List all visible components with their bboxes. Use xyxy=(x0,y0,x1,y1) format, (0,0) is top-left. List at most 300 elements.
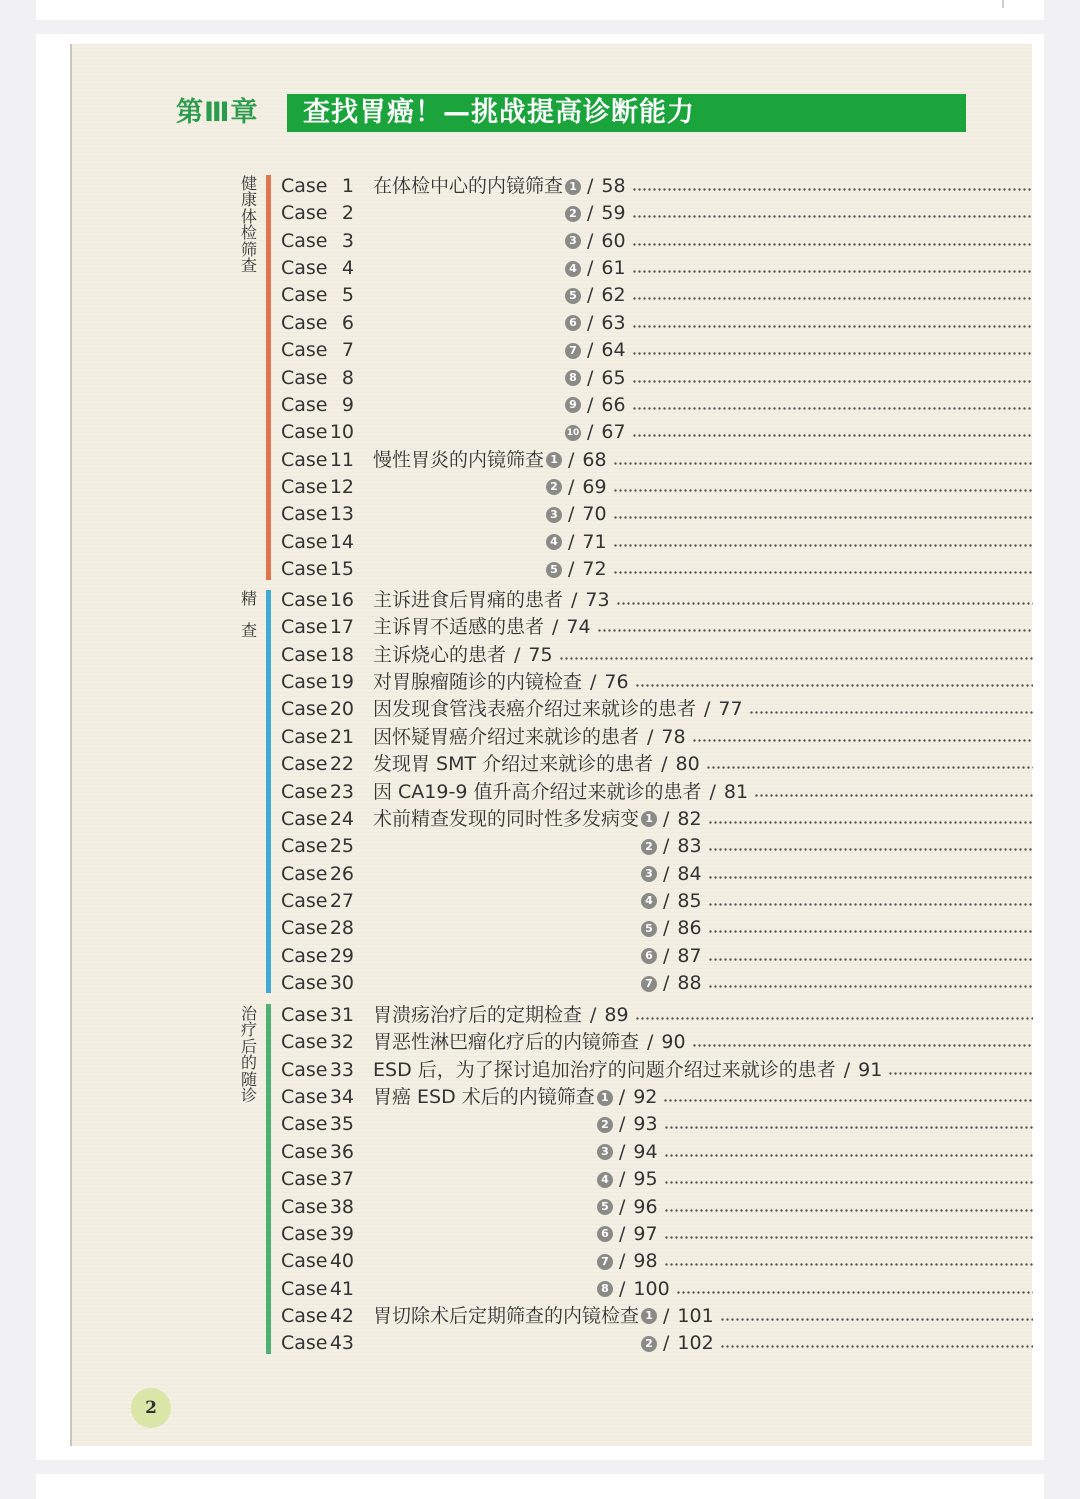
toc-entry[interactable] xyxy=(281,861,1033,888)
case-number: 22 xyxy=(329,753,354,776)
toc-entry-text xyxy=(373,669,1033,696)
toc-entry-text xyxy=(373,1166,1033,1193)
dot-leader xyxy=(708,943,1033,970)
separator-slash: / xyxy=(587,393,594,416)
case-label xyxy=(281,861,354,888)
case-word: Case xyxy=(281,421,328,444)
case-number: 35 xyxy=(329,1113,354,1136)
case-number: 4 xyxy=(341,257,354,280)
toc-entry-text xyxy=(373,365,1033,392)
case-word: Case xyxy=(281,780,328,803)
case-label xyxy=(281,200,354,227)
toc-entry[interactable] xyxy=(281,1084,1033,1111)
toc-entry-text xyxy=(373,915,1033,942)
toc-entry-text xyxy=(373,474,1033,501)
toc-entry-text xyxy=(373,806,1033,833)
section-label-health: 健康体检筛查 xyxy=(240,174,257,276)
case-label xyxy=(281,614,354,641)
dot-leader xyxy=(559,642,1033,669)
separator-slash: / xyxy=(552,616,559,639)
page-ref: 64 xyxy=(601,339,626,362)
toc-entry[interactable] xyxy=(281,779,1033,806)
case-word: Case xyxy=(281,1031,328,1054)
case-word: Case xyxy=(281,1304,328,1327)
separator-slash: / xyxy=(663,862,670,885)
dot-leader xyxy=(664,1139,1033,1166)
case-label xyxy=(281,1221,354,1248)
toc-entry[interactable] xyxy=(281,447,1033,474)
toc-entry[interactable] xyxy=(281,1194,1033,1221)
sub-number-circle: 4 xyxy=(565,261,581,277)
case-label xyxy=(281,642,354,669)
toc-entry-text xyxy=(373,1221,1033,1248)
dot-leader xyxy=(635,1002,1033,1029)
page-ref: 62 xyxy=(601,284,626,307)
case-word: Case xyxy=(281,1004,328,1026)
sub-number-circle: 5 xyxy=(546,562,562,578)
case-number: 28 xyxy=(329,917,354,940)
toc-entry-text xyxy=(373,447,1033,474)
toc-entry-text xyxy=(373,419,1033,446)
case-number: 8 xyxy=(341,366,354,389)
toc-entry[interactable] xyxy=(281,1057,1033,1084)
case-title: 因怀疑胃癌介绍过来就诊的患者 xyxy=(373,725,640,748)
case-word: Case xyxy=(281,889,328,912)
toc-entry-text xyxy=(373,833,1033,860)
toc-entry-text xyxy=(373,1248,1033,1275)
case-title: 主诉进食后胃痛的患者 xyxy=(373,589,564,611)
toc-entry-text xyxy=(373,943,1033,970)
toc-entry[interactable] xyxy=(281,1303,1033,1330)
sub-number-circle: 8 xyxy=(597,1281,613,1297)
section-bar-detail xyxy=(266,590,271,993)
sub-number-circle: 3 xyxy=(641,866,657,882)
separator-slash: / xyxy=(663,944,670,967)
case-word: Case xyxy=(281,1140,328,1163)
toc-entry-text xyxy=(373,724,1033,751)
case-number: 9 xyxy=(341,393,354,416)
toc-entry[interactable] xyxy=(281,310,1033,337)
page-ref: 70 xyxy=(582,503,607,526)
toc-entry[interactable] xyxy=(281,419,1033,446)
case-label xyxy=(281,943,354,970)
dot-leader xyxy=(597,614,1033,641)
page-ref: 75 xyxy=(528,643,553,666)
sub-number-circle: 10 xyxy=(565,425,581,441)
case-title: 胃溃疡治疗后的定期检查 xyxy=(373,1004,583,1026)
sub-number-circle: 2 xyxy=(641,1336,657,1352)
toc-entry-text xyxy=(373,501,1033,528)
dot-leader xyxy=(632,228,1033,255)
toc-entry[interactable] xyxy=(281,696,1033,723)
case-title: 胃癌 ESD 术后的内镜筛查 xyxy=(373,1086,595,1109)
dot-leader xyxy=(663,1084,1033,1111)
case-label xyxy=(281,474,354,501)
separator-slash: / xyxy=(587,366,594,389)
toc-entry-text xyxy=(373,751,1033,778)
sub-number-circle: 2 xyxy=(546,479,562,495)
toc-entry[interactable] xyxy=(281,337,1033,364)
sub-number-circle: 6 xyxy=(565,315,581,331)
toc-entry-text xyxy=(373,173,1033,200)
page-ref: 59 xyxy=(601,202,626,225)
case-word: Case xyxy=(281,725,328,748)
page-ref: 69 xyxy=(582,475,607,498)
toc-entry[interactable] xyxy=(281,724,1033,751)
case-label xyxy=(281,310,354,337)
toc-entry[interactable] xyxy=(281,751,1033,778)
case-label xyxy=(281,1029,354,1056)
toc-entry-text xyxy=(373,1029,1033,1056)
toc-entry[interactable] xyxy=(281,529,1033,556)
page-ref: 61 xyxy=(601,257,626,280)
case-number: 3 xyxy=(341,229,354,252)
case-number: 32 xyxy=(329,1031,354,1054)
toc-entry[interactable] xyxy=(281,888,1033,915)
case-label xyxy=(281,833,354,860)
case-number: 1 xyxy=(341,175,354,197)
separator-slash: / xyxy=(587,257,594,280)
page-ref: 102 xyxy=(677,1332,714,1355)
case-title: ESD 后，为了探讨追加治疗的问题介绍过来就诊的患者 xyxy=(373,1058,836,1081)
toc-entry-text xyxy=(373,392,1033,419)
separator-slash: / xyxy=(619,1195,626,1218)
page-ref: 74 xyxy=(566,616,591,639)
toc-entry[interactable] xyxy=(281,255,1033,282)
separator-slash: / xyxy=(568,503,575,526)
separator-slash: / xyxy=(587,421,594,444)
sub-number-circle: 4 xyxy=(546,534,562,550)
sub-number-circle: 1 xyxy=(597,1090,613,1106)
toc-entry-text xyxy=(373,1330,1033,1357)
case-number: 11 xyxy=(329,448,354,471)
case-number: 17 xyxy=(329,616,354,639)
sub-number-circle: 7 xyxy=(597,1254,613,1270)
case-word: Case xyxy=(281,1058,328,1081)
toc-entry[interactable] xyxy=(281,228,1033,255)
case-label xyxy=(281,255,354,282)
case-word: Case xyxy=(281,589,328,611)
toc-entry[interactable] xyxy=(281,806,1033,833)
dot-leader xyxy=(888,1057,1033,1084)
toc-entry-text xyxy=(373,587,1033,614)
toc-entry[interactable] xyxy=(281,833,1033,860)
dot-leader xyxy=(632,255,1033,282)
case-label xyxy=(281,1002,354,1029)
toc-entry[interactable] xyxy=(281,392,1033,419)
case-label xyxy=(281,1276,354,1303)
case-label xyxy=(281,1330,354,1357)
separator-slash: / xyxy=(619,1250,626,1273)
page-ref: 81 xyxy=(723,780,749,803)
sub-number-circle: 7 xyxy=(641,976,657,992)
chapter-label: 第Ⅲ章 xyxy=(176,97,259,128)
toc-entry[interactable] xyxy=(281,1002,1033,1029)
toc-entry[interactable] xyxy=(281,1166,1033,1193)
case-label xyxy=(281,779,354,806)
toc-entry-text xyxy=(373,1139,1033,1166)
toc-entry[interactable] xyxy=(281,669,1033,696)
dot-leader xyxy=(664,1194,1033,1221)
case-number: 16 xyxy=(329,589,354,611)
separator-slash: / xyxy=(663,807,670,830)
toc-entry[interactable] xyxy=(281,1139,1033,1166)
toc-entry-text xyxy=(373,1194,1033,1221)
toc-entry-text xyxy=(373,614,1033,641)
separator-slash: / xyxy=(843,1058,851,1081)
toc-entry-text xyxy=(373,1084,1033,1111)
separator-slash: / xyxy=(618,1086,626,1109)
case-number: 6 xyxy=(341,311,354,334)
dot-leader xyxy=(692,1029,1033,1056)
case-label xyxy=(281,724,354,751)
page-ref: 95 xyxy=(633,1168,658,1191)
case-word: Case xyxy=(281,393,328,416)
page-ref: 65 xyxy=(601,366,626,389)
section-bar-follow xyxy=(266,1004,271,1354)
page-ref: 91 xyxy=(858,1058,883,1081)
separator-slash: / xyxy=(568,558,575,581)
case-word: Case xyxy=(281,475,328,498)
case-number: 23 xyxy=(329,780,354,803)
case-word: Case xyxy=(281,530,328,553)
toc-entry-text xyxy=(373,1057,1033,1084)
separator-slash: / xyxy=(568,448,575,471)
separator-slash: / xyxy=(663,835,670,858)
case-label xyxy=(281,556,354,583)
page-ref: 92 xyxy=(633,1086,658,1109)
case-word: Case xyxy=(281,1250,328,1273)
dot-leader xyxy=(720,1303,1033,1330)
toc-entry[interactable] xyxy=(281,642,1033,669)
case-word: Case xyxy=(281,1195,328,1218)
case-label xyxy=(281,228,354,255)
dot-leader xyxy=(632,419,1033,446)
case-word: Case xyxy=(281,917,328,940)
dot-leader xyxy=(613,556,1033,583)
sub-number-circle: 1 xyxy=(641,1308,657,1324)
page-ref: 68 xyxy=(582,448,607,471)
case-number: 40 xyxy=(329,1250,354,1273)
chapter-title: 查找胃癌！—挑战提高诊断能力 xyxy=(303,97,695,128)
toc-entry-text xyxy=(373,861,1033,888)
case-title: 术前精查发现的同时性多发病变 xyxy=(373,807,640,830)
separator-slash: / xyxy=(514,643,521,666)
toc-entry[interactable] xyxy=(281,1248,1033,1275)
case-word: Case xyxy=(281,202,328,225)
case-word: Case xyxy=(281,643,328,666)
case-word: Case xyxy=(281,311,328,334)
dot-leader xyxy=(664,1166,1033,1193)
sub-number-circle: 3 xyxy=(565,233,581,249)
case-label xyxy=(281,282,354,309)
case-word: Case xyxy=(281,448,328,471)
page-ref: 85 xyxy=(677,889,702,912)
toc-entry[interactable] xyxy=(281,556,1033,583)
page-ref: 94 xyxy=(633,1140,658,1163)
dot-leader xyxy=(708,806,1033,833)
dot-leader xyxy=(749,696,1033,723)
toc-entry-text xyxy=(373,779,1033,806)
case-label xyxy=(281,1057,354,1084)
case-number: 21 xyxy=(329,725,354,748)
case-number: 2 xyxy=(341,202,354,225)
page-ref: 80 xyxy=(675,753,700,776)
case-word: Case xyxy=(281,1332,328,1355)
sub-number-circle: 4 xyxy=(641,893,657,909)
sub-number-circle: 5 xyxy=(565,288,581,304)
page-ref: 73 xyxy=(585,589,610,611)
case-label xyxy=(281,696,354,723)
case-word: Case xyxy=(281,503,328,526)
toc-entry-text xyxy=(373,1276,1033,1303)
case-number: 5 xyxy=(341,284,354,307)
toc-entry-text xyxy=(373,228,1033,255)
case-label xyxy=(281,392,354,419)
case-title: 主诉烧心的患者 xyxy=(373,643,507,666)
case-label xyxy=(281,915,354,942)
toc-entry-text xyxy=(373,556,1033,583)
toc-entry[interactable] xyxy=(281,915,1033,942)
case-label xyxy=(281,419,354,446)
section-bar-health xyxy=(266,175,271,580)
case-word: Case xyxy=(281,284,328,307)
page-ref: 87 xyxy=(677,944,702,967)
separator-slash: / xyxy=(661,753,668,776)
toc-entry[interactable] xyxy=(281,282,1033,309)
toc-entry[interactable] xyxy=(281,587,1033,614)
separator-slash: / xyxy=(704,698,711,721)
dot-leader xyxy=(708,970,1033,997)
separator-slash: / xyxy=(619,1222,626,1245)
page-ref: 78 xyxy=(661,725,686,748)
sub-number-circle: 3 xyxy=(597,1144,613,1160)
toc-entry[interactable] xyxy=(281,501,1033,528)
case-word: Case xyxy=(281,229,328,252)
sub-number-circle: 1 xyxy=(546,452,562,468)
case-number: 38 xyxy=(329,1195,354,1218)
separator-slash: / xyxy=(587,202,594,225)
case-label xyxy=(281,806,354,833)
toc-entry-text xyxy=(373,888,1033,915)
toc-entry[interactable] xyxy=(281,614,1033,641)
case-number: 43 xyxy=(329,1332,354,1355)
toc-entry[interactable] xyxy=(281,173,1033,200)
separator-slash: / xyxy=(571,589,578,611)
toc-entry[interactable] xyxy=(281,970,1033,997)
sub-number-circle: 6 xyxy=(597,1226,613,1242)
separator-slash: / xyxy=(663,889,670,912)
toc-entry[interactable] xyxy=(281,200,1033,227)
separator-slash: / xyxy=(590,1004,597,1026)
case-label xyxy=(281,587,354,614)
toc-entry-text xyxy=(373,1002,1033,1029)
toc-entry[interactable] xyxy=(281,943,1033,970)
page-ref: 96 xyxy=(633,1195,658,1218)
sub-number-circle: 4 xyxy=(597,1172,613,1188)
next-page-sheet xyxy=(36,1474,1044,1499)
case-label xyxy=(281,751,354,778)
dot-leader xyxy=(613,501,1033,528)
dot-leader xyxy=(616,587,1033,614)
page-number-badge: 2 xyxy=(131,1388,171,1428)
toc-entry[interactable] xyxy=(281,1276,1033,1303)
case-label xyxy=(281,501,354,528)
dot-leader xyxy=(664,1248,1033,1275)
toc-entry[interactable] xyxy=(281,365,1033,392)
separator-slash: / xyxy=(587,339,594,362)
case-word: Case xyxy=(281,1222,328,1245)
page-ref: 88 xyxy=(677,972,702,995)
separator-slash: / xyxy=(647,1031,654,1054)
toc-entry[interactable] xyxy=(281,1111,1033,1138)
case-title: 慢性胃炎的内镜筛查 xyxy=(373,448,545,471)
sub-number-circle: 9 xyxy=(565,397,581,413)
case-title: 对胃腺瘤随诊的内镜检查 xyxy=(373,671,583,694)
case-word: Case xyxy=(281,1168,328,1191)
page-ref: 66 xyxy=(601,393,626,416)
case-number: 14 xyxy=(329,530,354,553)
separator-slash: / xyxy=(568,530,575,553)
case-word: Case xyxy=(281,1277,328,1300)
sub-number-circle: 2 xyxy=(641,839,657,855)
page-ref: 90 xyxy=(661,1031,686,1054)
previous-page-sheet xyxy=(36,0,1044,20)
page-ref: 100 xyxy=(633,1277,670,1300)
dot-leader xyxy=(708,888,1033,915)
separator-slash: / xyxy=(663,917,670,940)
case-number: 41 xyxy=(329,1277,354,1300)
toc-entry-text xyxy=(373,970,1033,997)
dot-leader xyxy=(664,1111,1033,1138)
case-word: Case xyxy=(281,1113,328,1136)
separator-slash: / xyxy=(709,780,716,803)
dot-leader xyxy=(635,669,1033,696)
case-label xyxy=(281,888,354,915)
dot-leader xyxy=(632,173,1033,200)
case-number: 31 xyxy=(329,1004,354,1026)
separator-slash: / xyxy=(663,972,670,995)
case-label xyxy=(281,365,354,392)
toc-entry[interactable] xyxy=(281,474,1033,501)
toc-entry[interactable] xyxy=(281,1330,1033,1357)
case-number: 18 xyxy=(329,643,354,666)
case-word: Case xyxy=(281,753,328,776)
case-number: 26 xyxy=(329,862,354,885)
toc-entry[interactable] xyxy=(281,1221,1033,1248)
toc-entry-text xyxy=(373,255,1033,282)
toc-entry-text xyxy=(373,310,1033,337)
page-ref: 63 xyxy=(601,311,626,334)
sub-number-circle: 6 xyxy=(641,948,657,964)
case-number: 29 xyxy=(329,944,354,967)
separator-slash: / xyxy=(619,1277,626,1300)
case-word: Case xyxy=(281,944,328,967)
case-title: 在体检中心的内镜筛查 xyxy=(373,175,564,197)
sub-number-circle: 7 xyxy=(565,343,581,359)
case-label xyxy=(281,1166,354,1193)
toc-entry-text xyxy=(373,1303,1033,1330)
page-ref: 101 xyxy=(677,1304,714,1327)
toc-entry[interactable] xyxy=(281,1029,1033,1056)
dot-leader xyxy=(676,1276,1033,1303)
case-number: 13 xyxy=(329,503,354,526)
page-ref: 83 xyxy=(677,835,702,858)
page-ref: 67 xyxy=(601,421,626,444)
case-label xyxy=(281,173,354,200)
page-ref: 71 xyxy=(582,530,607,553)
case-label xyxy=(281,337,354,364)
